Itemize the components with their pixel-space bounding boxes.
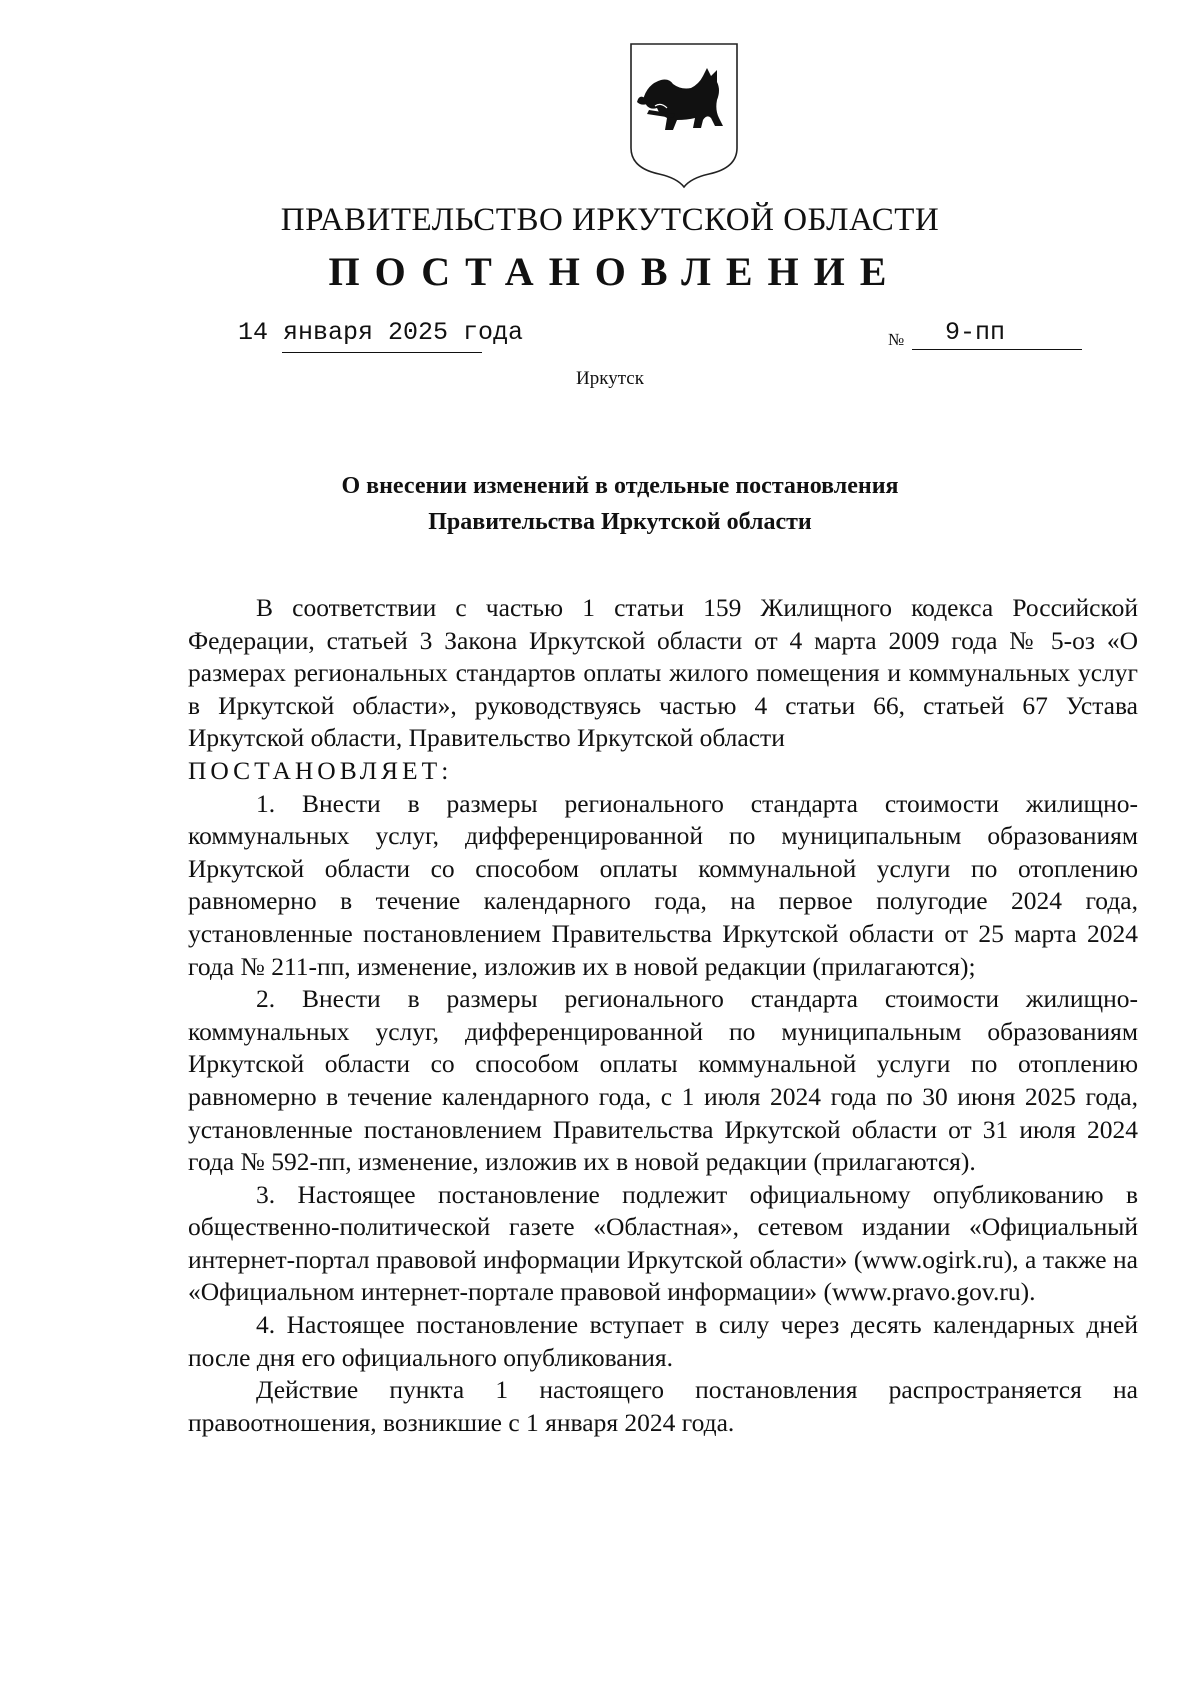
number-underline <box>912 349 1082 350</box>
coat-of-arms-emblem <box>625 40 743 190</box>
document-type: ПОСТАНОВЛЕНИЕ <box>328 249 902 294</box>
babr-emblem-icon <box>625 40 743 190</box>
effect-paragraph: Действие пункта 1 настоящего постановления распространяется на правоотношения, возникшие с 1 января 2024 года. <box>188 1375 1138 1437</box>
document-city: Иркутск <box>576 368 644 389</box>
item-1-paragraph: 1. Внести в размеры регионального стандарта стоимости жилищно-коммунальных услуг, дифференцированной по муниципальным образованиям Иркутской области со способом оплаты коммунальной услуги по отоплению равномерно в течение календарного года, на первое полугодие 2024 года, установленные постановлением Правительства Иркутской области от 25 марта 2024 года № 211-пп, изменение, изложив их в новой редакции (прилагаются); <box>188 788 1138 981</box>
item-2-paragraph: 2. Внести в размеры регионального стандарта стоимости жилищно-коммунальных услуг, дифференцированной по муниципальным образованиям Иркутской области со способом оплаты коммунальной услуги по отоплению равномерно в течение календарного года, с 1 июля 2024 года по 30 июня 2025 года, установленные постановлением Правительства Иркутской области от 31 июля 2024 года № 592-пп, изменение, изложив их в новой редакции (прилагаются). <box>188 984 1138 1177</box>
document-date: 14 января 2025 года <box>238 318 524 347</box>
item-4-paragraph: 4. Настоящее постановление вступает в силу через десять календарных дней после дня его официального опубликования. <box>188 1310 1138 1372</box>
item-3-paragraph: 3. Настоящее постановление подлежит официальному опубликованию в общественно-политической газете «Областная», сетевом издании «Официальный интернет-портал правовой информации Иркутской области» (www.ogirk.ru), а также на «Официальном интернет-портале правовой информации» (www.pravo.gov.ru). <box>188 1179 1138 1307</box>
decree-word: ПОСТАНОВЛЯЕТ: <box>188 755 453 785</box>
date-underline <box>282 352 482 353</box>
document-number: 9-пп <box>945 318 1006 347</box>
number-label: № <box>888 330 905 349</box>
organization-name: ПРАВИТЕЛЬСТВО ИРКУТСКОЙ ОБЛАСТИ <box>280 202 940 238</box>
title-line-2: Правительства Иркутской области <box>428 509 812 535</box>
title-line-1: О внесении изменений в отдельные постановления <box>341 473 899 499</box>
document-body <box>188 592 1138 1439</box>
preamble-paragraph: В соответствии с частью 1 статьи 159 Жилищного кодекса Российской Федерации, статьей 3 Закона Иркутской области от 4 марта 2009 года № 5-оз «О размерах региональных стандартов оплаты жилого помещения и коммунальных услуг в Иркутской области», руководствуясь частью 4 статьи 66, статьей 67 Устава Иркутской области, Правительство Иркутской области <box>188 593 1138 753</box>
document-title <box>200 468 1040 540</box>
